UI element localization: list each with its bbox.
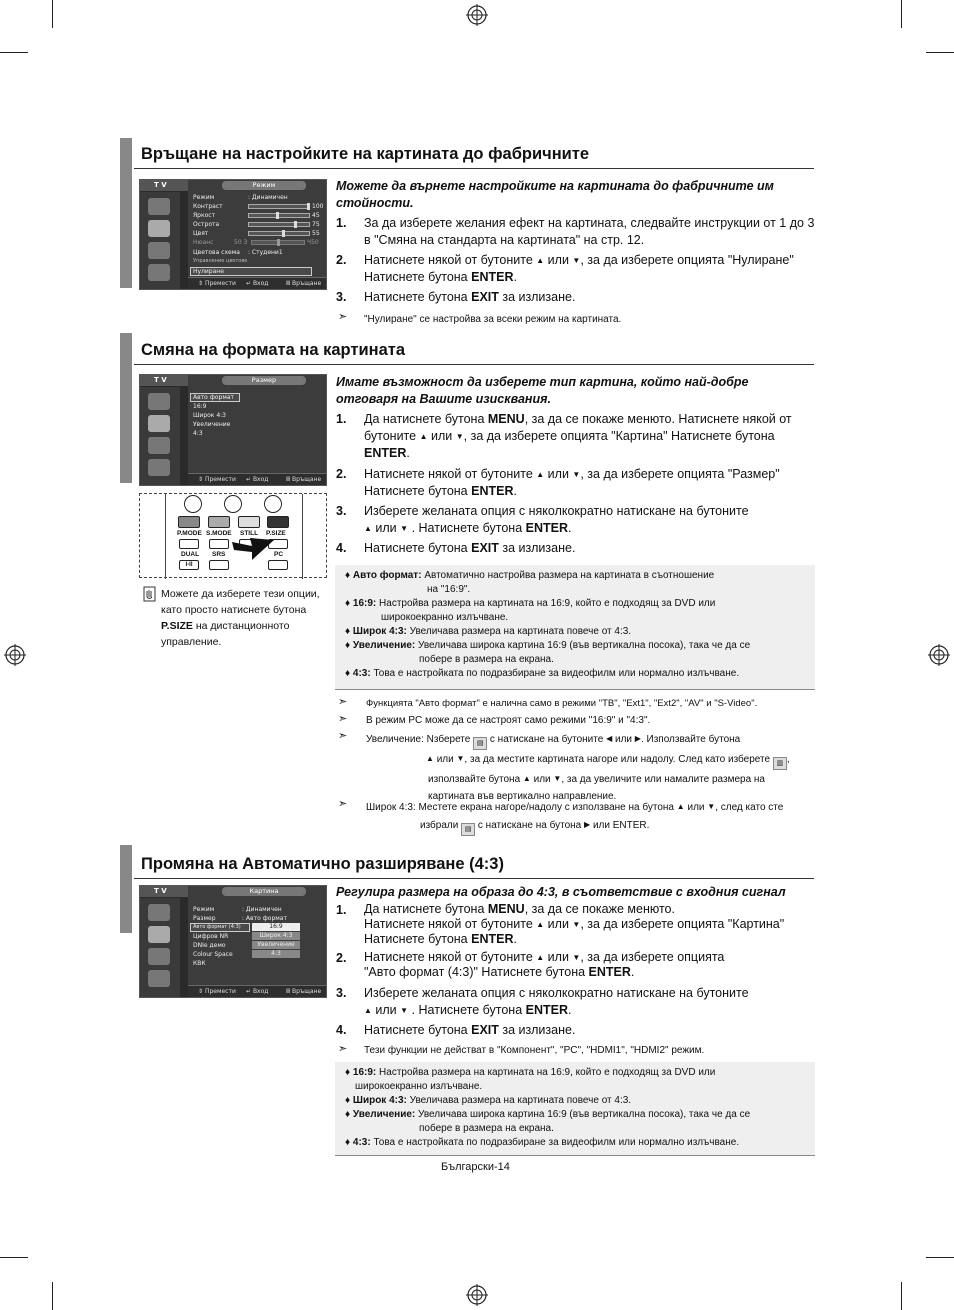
registration-mark-icon — [466, 4, 488, 26]
osd-footer — [188, 277, 326, 289]
section-bar — [120, 138, 132, 288]
osd-row-value: 75 — [312, 221, 320, 228]
osd-panel — [188, 375, 326, 485]
osd-option: Увеличение — [252, 941, 300, 949]
osd-slider — [251, 240, 305, 245]
down-arrow-icon: ▼ — [456, 754, 465, 763]
note-arrow-icon: ➣ — [338, 696, 348, 708]
picture-icon — [148, 926, 170, 943]
osd-footer-enter: ↵ Вход — [246, 280, 269, 287]
osd-header: Картина — [222, 887, 306, 896]
option-item: ♦ Увеличение: Увеличава широка картина 16:9 (във вертикална посока), така че да се побере в размера на екрана. — [345, 640, 751, 665]
registration-mark-icon — [466, 1284, 488, 1306]
menu-icon-column — [140, 898, 180, 998]
down-arrow-icon: ▼ — [400, 1006, 409, 1015]
osd-row-label: Размер — [193, 915, 216, 922]
picture-icon — [148, 415, 170, 432]
up-arrow-icon: ▲ — [676, 802, 685, 811]
picture-icon — [148, 220, 170, 237]
up-arrow-icon: ▲ — [419, 432, 428, 441]
up-arrow-icon: ▲ — [426, 754, 434, 763]
remote-button-icon — [224, 495, 242, 513]
down-arrow-icon: ▼ — [707, 802, 716, 811]
note-text: Увеличение: Nзберете ▤ с натискане на бутоните ◀ или ▶. Използвайте бутона ▲ или ▼, за да местите картината нагоре или надолу. След като изберете ▥ , използвайте бутона ▲ или ▼, за да увеличите или намалите размера на картината във вертикално направление. — [366, 730, 822, 805]
step-text: Изберете желаната опция с няколкократно натискане на бутоните ▲ или ▼ . Натиснете бутона ENTER. — [364, 504, 749, 535]
osd-footer-back: Ⅲ Връщане — [286, 280, 322, 287]
down-arrow-icon: ▼ — [572, 470, 581, 479]
osd-slider — [248, 213, 310, 218]
option-item: ♦ Авто формат: Автоматично настройва размера на картината в съотношение на "16:9". — [345, 570, 715, 595]
remote-button-icon — [184, 495, 202, 513]
step-number: 4. — [336, 541, 347, 555]
note-arrow-icon: ➣ — [338, 713, 348, 725]
osd-row-label: Контраст — [193, 203, 223, 210]
right-arrow-icon: ▶ — [584, 820, 591, 829]
crop-mark — [0, 52, 28, 53]
note-arrow-icon: ➣ — [338, 798, 348, 810]
option-item: ♦ Широк 4:3: Увеличава размера на картината повече от 4:3. — [345, 626, 632, 637]
osd-tv-label: T V — [140, 375, 190, 386]
section-rule — [134, 878, 814, 879]
osd-row-label: Colour Space — [193, 951, 233, 958]
osd-row-label: Режим — [193, 194, 215, 201]
option-item: ♦ Широк 4:3: Увеличава размера на картината повече от 4:3. — [345, 1095, 632, 1106]
left-arrow-icon: ◀ — [606, 734, 613, 743]
up-arrow-icon: ▲ — [364, 1006, 372, 1015]
step-text: Изберете желаната опция с няколкократно натискане на бутоните ▲ или ▼ . Натиснете бутона ENTER. — [364, 986, 749, 1017]
step-number: 1. — [336, 412, 347, 426]
osd-panel — [188, 886, 326, 997]
osd-footer-back: Ⅲ Връщане — [286, 988, 322, 995]
step-text: Натиснете бутона EXIT за излизане. — [364, 290, 576, 304]
osd-slider — [248, 231, 310, 236]
osd-footer — [188, 473, 326, 485]
step-number: 3. — [336, 504, 347, 518]
side-note: Можете да изберете тези опции, като просто натиснете бутона P.SIZE на дистанционното управление. — [161, 588, 320, 648]
step-number: 2. — [336, 467, 347, 481]
remote-red-button — [178, 516, 200, 528]
sound-icon — [148, 242, 170, 259]
options-box — [335, 1062, 815, 1156]
remote-yellow-button — [238, 516, 260, 528]
remote-blue-button — [267, 516, 289, 528]
note-text: "Нулиране" се настройва за всеки режим на картината. — [364, 314, 622, 325]
step-number: 2. — [336, 253, 347, 267]
section-title: Промяна на Автоматично разширяване (4:3) — [141, 855, 504, 873]
tv-osd-menu — [139, 374, 327, 486]
up-arrow-icon: ▲ — [522, 774, 531, 783]
remote-green-button — [208, 516, 230, 528]
step-text: Натиснете бутона EXIT за излизане. — [364, 541, 576, 555]
remote-label: P.MODE — [177, 530, 202, 537]
remote-label: SRS — [212, 551, 226, 558]
down-arrow-icon: ▼ — [400, 524, 409, 533]
note-text: Функцията "Авто формат" е налична само в режими "ТВ", "Ext1", "Ext2", "AV" и "S-Video". — [366, 698, 758, 709]
osd-row-value: : Динамичен — [242, 906, 282, 913]
osd-row-value: 50 З — [234, 239, 248, 246]
option-item: ♦ 16:9: Настройва размера на картината на 16:9, който е подходящ за DVD или широкоекранно излъчване. — [345, 1067, 716, 1092]
osd-button-icon: ▤ — [473, 737, 487, 750]
registration-mark-icon — [928, 644, 950, 666]
options-box — [335, 565, 815, 690]
step-text: Да натиснете бутона MENU, за да се покаже менюто. Натиснете някой от бутоните ▲ или ▼, за да изберете опцията "Картина" Натиснете бутона ENTER. — [364, 412, 792, 460]
osd-row-label: 16:9 — [193, 403, 207, 410]
input-icon — [148, 393, 170, 410]
osd-row-label: КВК — [193, 960, 206, 967]
osd-row-label: Нюанс — [193, 239, 214, 246]
note-text: Широк 4:3: Местете екрана нагоре/надолу с използване на бутона ▲ или ▼, след като сте избрали ▤ с натискане на бутона ▶ или ENTER. — [366, 798, 822, 836]
osd-slider — [248, 222, 310, 227]
step-number: 4. — [336, 1023, 347, 1037]
osd-header: Режим — [222, 181, 306, 190]
osd-row-label: Цифров NR — [193, 933, 229, 940]
osd-option: 16:9 — [252, 923, 300, 931]
osd-row-label: Авто формат — [193, 394, 235, 401]
step-text: Натиснете някой от бутоните ▲ или ▼, за да изберете опцията "Нулиране" Натиснете бутона ENTER. — [364, 253, 794, 284]
hand-note-icon — [143, 586, 156, 602]
down-arrow-icon: ▼ — [572, 953, 581, 962]
channel-icon — [148, 264, 170, 281]
osd-footer-move: ⇕ Премести — [198, 476, 236, 483]
section-title: Смяна на формата на картината — [141, 341, 406, 359]
note-text: В режим PC може да се настроят само режими "16:9" и "4:3". — [366, 715, 651, 726]
remote-label: P.SIZE — [266, 530, 286, 537]
osd-row-label: Широк 4:3 — [193, 412, 226, 419]
osd-row-value: : Динамичен — [248, 194, 288, 201]
remote-button-icon — [209, 560, 229, 570]
osd-footer-move: ⇕ Премести — [198, 280, 236, 287]
up-arrow-icon: ▲ — [536, 920, 545, 929]
remote-label: PC — [274, 551, 284, 558]
step-number: 1. — [336, 216, 347, 230]
osd-row-label: Цвят — [193, 230, 209, 237]
option-item: ♦ 4:3: Това е настройката по подразбиране за видеофилм или нормално излъчване. — [345, 1137, 740, 1148]
osd-button-icon: ▤ — [461, 823, 475, 836]
down-arrow-icon: ▼ — [572, 256, 581, 265]
remote-button-icon — [264, 495, 282, 513]
section-title: Връщане на настройките на картината до фабричните — [141, 145, 590, 163]
step-text: Да натиснете бутона MENU, за да се покаже менюто. Натиснете някой от бутоните ▲ или ▼, за да изберете опцията "Картина" Натиснете бутона ENTER. — [364, 902, 785, 946]
registration-mark-icon — [4, 644, 26, 666]
note-arrow-icon: ➣ — [338, 730, 348, 742]
osd-option: 4:3 — [252, 950, 300, 958]
osd-row-label: Цветова схема — [193, 249, 240, 256]
crop-mark — [52, 1282, 53, 1310]
tv-osd-menu — [139, 885, 327, 998]
tv-osd-menu — [139, 179, 327, 290]
up-arrow-icon: ▲ — [536, 953, 545, 962]
osd-row-value: : Авто формат — [242, 915, 287, 922]
step-number: 1. — [336, 903, 347, 917]
down-arrow-icon: ▼ — [455, 432, 464, 441]
osd-tv-label: T V — [140, 180, 190, 191]
section-intro: Регулира размера на образа до 4:3, в съответствие с входния сигнал — [336, 885, 786, 899]
osd-header: Размер — [222, 376, 306, 385]
step-number: 3. — [336, 290, 347, 304]
crop-mark — [901, 0, 902, 28]
osd-row-value: : Студени1 — [248, 249, 283, 256]
osd-button-icon: ▥ — [773, 757, 787, 770]
sound-icon — [148, 948, 170, 965]
osd-row-label: 4:3 — [193, 430, 203, 437]
remote-dual-button: I-II — [179, 560, 199, 570]
osd-row-label: Увеличение — [193, 421, 231, 428]
section-bar — [120, 845, 132, 933]
channel-icon — [148, 970, 170, 987]
section-intro: Можете да върнете настройките на картината до фабричните им стойности. — [336, 179, 774, 210]
step-text: Натиснете някой от бутоните ▲ или ▼, за да изберете опцията "Размер" Натиснете бутона ENTER. — [364, 467, 780, 498]
down-arrow-icon: ▼ — [553, 774, 562, 783]
osd-row-label: Острота — [193, 221, 220, 228]
osd-row-value: 100 — [312, 203, 324, 210]
osd-footer-enter: ↵ Вход — [246, 988, 269, 995]
crop-mark — [901, 1282, 902, 1310]
step-text: Натиснете някой от бутоните ▲ или ▼, за да изберете опцията "Авто формат (4:3)" Натиснете бутона ENTER. — [364, 950, 725, 979]
menu-icon-column — [140, 192, 180, 290]
remote-button-icon — [209, 539, 229, 549]
remote-label: DUAL — [181, 551, 200, 558]
down-arrow-icon: ▼ — [572, 920, 581, 929]
option-item: ♦ Увеличение: Увеличава широка картина 16:9 (във вертикална посока), така че да се побере в размера на екрана. — [345, 1109, 751, 1134]
menu-icon-column — [140, 387, 180, 486]
option-item: ♦ 16:9: Настройва размера на картината на 16:9, който е подходящ за DVD или широкоекранно излъчване. — [345, 598, 716, 623]
step-text: Натиснете бутона EXIT за излизане. — [364, 1023, 576, 1037]
osd-row-value: Ч50 — [307, 239, 319, 246]
pointer-arrow-icon — [230, 532, 280, 562]
osd-row-label: Авто формат (4:3) — [193, 924, 241, 930]
osd-slider — [248, 204, 310, 209]
osd-footer — [188, 985, 326, 997]
up-arrow-icon: ▲ — [364, 524, 372, 533]
osd-tv-label: T V — [140, 886, 190, 897]
osd-row-label: Управление цветове — [193, 258, 248, 264]
osd-footer-move: ⇕ Премести — [198, 988, 236, 995]
section-rule — [134, 364, 814, 365]
up-arrow-icon: ▲ — [536, 470, 545, 479]
note-text: Тези функции не действат в "Компонент", "PC", "HDMI1", "HDMI2" режим. — [364, 1045, 705, 1056]
osd-row-label: Яркост — [193, 212, 216, 219]
input-icon — [148, 904, 170, 921]
osd-panel — [188, 180, 326, 289]
osd-option: Широк 4:3 — [252, 932, 300, 940]
crop-mark — [52, 0, 53, 28]
osd-row-value: 45 — [312, 212, 320, 219]
sound-icon — [148, 437, 170, 454]
remote-label: STILL — [240, 530, 259, 537]
section-intro: Имате възможност да изберете тип картина, който най-добре отговаря на Вашите изисквания. — [336, 375, 749, 406]
step-text: За да изберете желания ефект на картината, следвайте инструкции от 1 до 3 в "Смяна на стандарта на картината" на стр. 12. — [364, 216, 815, 247]
remote-control-illustration — [139, 493, 327, 578]
remote-label: S.MODE — [206, 530, 232, 537]
page-number: Български-14 — [441, 1161, 510, 1173]
channel-icon — [148, 459, 170, 476]
step-number: 2. — [336, 951, 347, 965]
up-arrow-icon: ▲ — [536, 256, 545, 265]
right-arrow-icon: ▶ — [634, 734, 641, 743]
note-arrow-icon: ➣ — [338, 311, 348, 323]
section-bar — [120, 333, 132, 483]
osd-footer-enter: ↵ Вход — [246, 476, 269, 483]
osd-row-value: 55 — [312, 230, 320, 237]
crop-mark — [0, 1257, 28, 1258]
crop-mark — [926, 52, 954, 53]
step-number: 3. — [336, 986, 347, 1000]
osd-footer-back: Ⅲ Връщане — [286, 476, 322, 483]
section-rule — [134, 168, 814, 169]
input-icon — [148, 198, 170, 215]
crop-mark — [926, 1257, 954, 1258]
osd-row-label: Режим — [193, 906, 215, 913]
note-arrow-icon: ➣ — [338, 1043, 348, 1055]
remote-button-icon — [179, 539, 199, 549]
osd-row-label: DNIe демо — [193, 942, 226, 949]
osd-row-label: Нулиране — [193, 268, 224, 275]
option-item: ♦ 4:3: Това е настройката по подразбиране за видеофилм или нормално излъчване. — [345, 668, 740, 679]
